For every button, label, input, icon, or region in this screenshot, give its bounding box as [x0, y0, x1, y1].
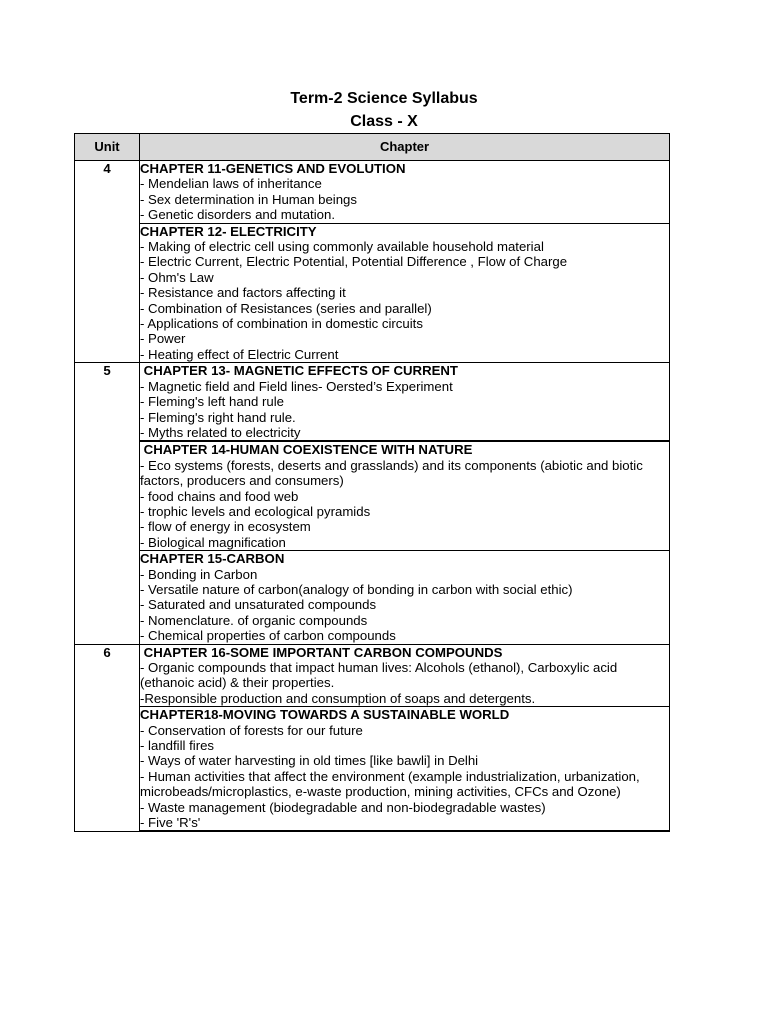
chapter-title: CHAPTER18-MOVING TOWARDS A SUSTAINABLE WORLD: [140, 707, 510, 723]
chapter-topic: - Conservation of forests for our future: [140, 722, 363, 738]
unit-group-4: [75, 161, 670, 363]
chapter-topic: - Waste management (biodegradable and non-biodegradable wastes): [140, 799, 546, 815]
chapter-topic: - Saturated and unsaturated compounds: [140, 597, 377, 613]
unit-column-header: Unit: [75, 134, 140, 161]
chapter-title: CHAPTER 11-GENETICS AND EVOLUTION: [140, 161, 406, 176]
unit-number: 5: [75, 363, 140, 644]
chapter-topic: - Sex determination in Human beings: [140, 191, 357, 207]
unit-group-6: [75, 644, 670, 831]
chapter-cell: [140, 644, 670, 707]
chapter-topic: - Nomenclature. of organic compounds: [140, 612, 368, 628]
table-row: [75, 223, 670, 363]
document-subtitle: Class - X: [350, 113, 418, 130]
chapter-topic: - Mendelian laws of inheritance: [140, 176, 322, 192]
chapter-topic: - Resistance and factors affecting it: [140, 285, 346, 301]
chapter-topic: - Applications of combination in domestic circuits: [140, 316, 423, 332]
document-title: Term-2 Science Syllabus: [290, 90, 478, 107]
chapter-topic: - Myths related to electricity: [140, 424, 301, 440]
chapter-topic: - flow of energy in ecosystem: [140, 519, 311, 535]
chapter-topic: - Combination of Resistances (series and parallel): [140, 300, 432, 316]
chapter-topic: - Electric Current, Electric Potential, Potential Difference , Flow of Charge: [140, 254, 568, 270]
chapter-cell: [140, 363, 670, 442]
chapter-topic: - Power: [140, 331, 186, 347]
table-header-row: [75, 134, 670, 161]
unit-number: 4: [75, 161, 140, 363]
document-header: [0, 87, 768, 133]
chapter-topic: - Organic compounds that impact human lives: Alcohols (ethanol), Carboxylic acid (ethanoic acid) & their properties.: [140, 660, 618, 691]
chapter-cell: [140, 441, 670, 550]
table-row: [75, 644, 670, 707]
chapter-title: CHAPTER 14-HUMAN COEXISTENCE WITH NATURE: [140, 442, 473, 458]
chapter-topic: - landfill fires: [140, 738, 215, 754]
syllabus-table: [74, 133, 670, 832]
chapter-title: CHAPTER 16-SOME IMPORTANT CARBON COMPOUNDS: [140, 644, 503, 660]
chapter-topic: - Versatile nature of carbon(analogy of bonding in carbon with social ethic): [140, 581, 573, 597]
chapter-topic: - Genetic disorders and mutation.: [140, 207, 335, 223]
chapter-topic: - trophic levels and ecological pyramids: [140, 503, 371, 519]
chapter-cell: [140, 161, 670, 224]
chapter-topic: - Bonding in Carbon: [140, 566, 258, 582]
unit-number: 6: [75, 644, 140, 831]
chapter-cell: [140, 551, 670, 644]
unit-group-5: [75, 363, 670, 644]
chapter-topic: - Ways of water harvesting in old times [like bawli] in Delhi: [140, 753, 479, 769]
chapter-topic: - Chemical properties of carbon compounds: [140, 628, 396, 644]
table-row: [75, 363, 670, 442]
table-row: [75, 707, 670, 832]
chapter-topic: -Responsible production and consumption of soaps and detergents.: [140, 690, 536, 706]
chapter-cell: [140, 707, 670, 832]
table-header: [75, 134, 670, 161]
table-row: [75, 161, 670, 224]
chapter-topic: - Fleming's right hand rule.: [140, 409, 296, 425]
chapter-topic: - Ohm's Law: [140, 269, 214, 285]
chapter-topic: - Magnetic field and Field lines- Oersted’s Experiment: [140, 378, 453, 394]
chapter-topic: - food chains and food web: [140, 488, 299, 504]
chapter-topic: - Fleming's left hand rule: [140, 394, 284, 410]
chapter-column-header: Chapter: [140, 134, 670, 161]
chapter-topic: - Heating effect of Electric Current: [140, 346, 339, 362]
chapter-title: CHAPTER 13- MAGNETIC EFFECTS OF CURRENT: [140, 363, 458, 379]
chapter-topic: - Human activities that affect the environment (example industrialization, urbanization, microbeads/microplastics, e-waste production, mining activities, CFCs and Ozone): [140, 768, 640, 800]
chapter-title: CHAPTER 15-CARBON: [140, 551, 285, 567]
chapter-topic: - Five 'R's': [140, 815, 201, 831]
chapter-topic: - Biological magnification: [140, 534, 286, 550]
table-row: [75, 441, 670, 550]
chapter-title: CHAPTER 12- ELECTRICITY: [140, 223, 317, 239]
chapter-topic: - Making of electric cell using commonly available household material: [140, 239, 544, 255]
chapter-cell: [140, 223, 670, 363]
table-row: [75, 551, 670, 644]
chapter-topic: - Eco systems (forests, deserts and grasslands) and its components (abiotic and biotic factors, producers and consumers): [140, 457, 643, 489]
